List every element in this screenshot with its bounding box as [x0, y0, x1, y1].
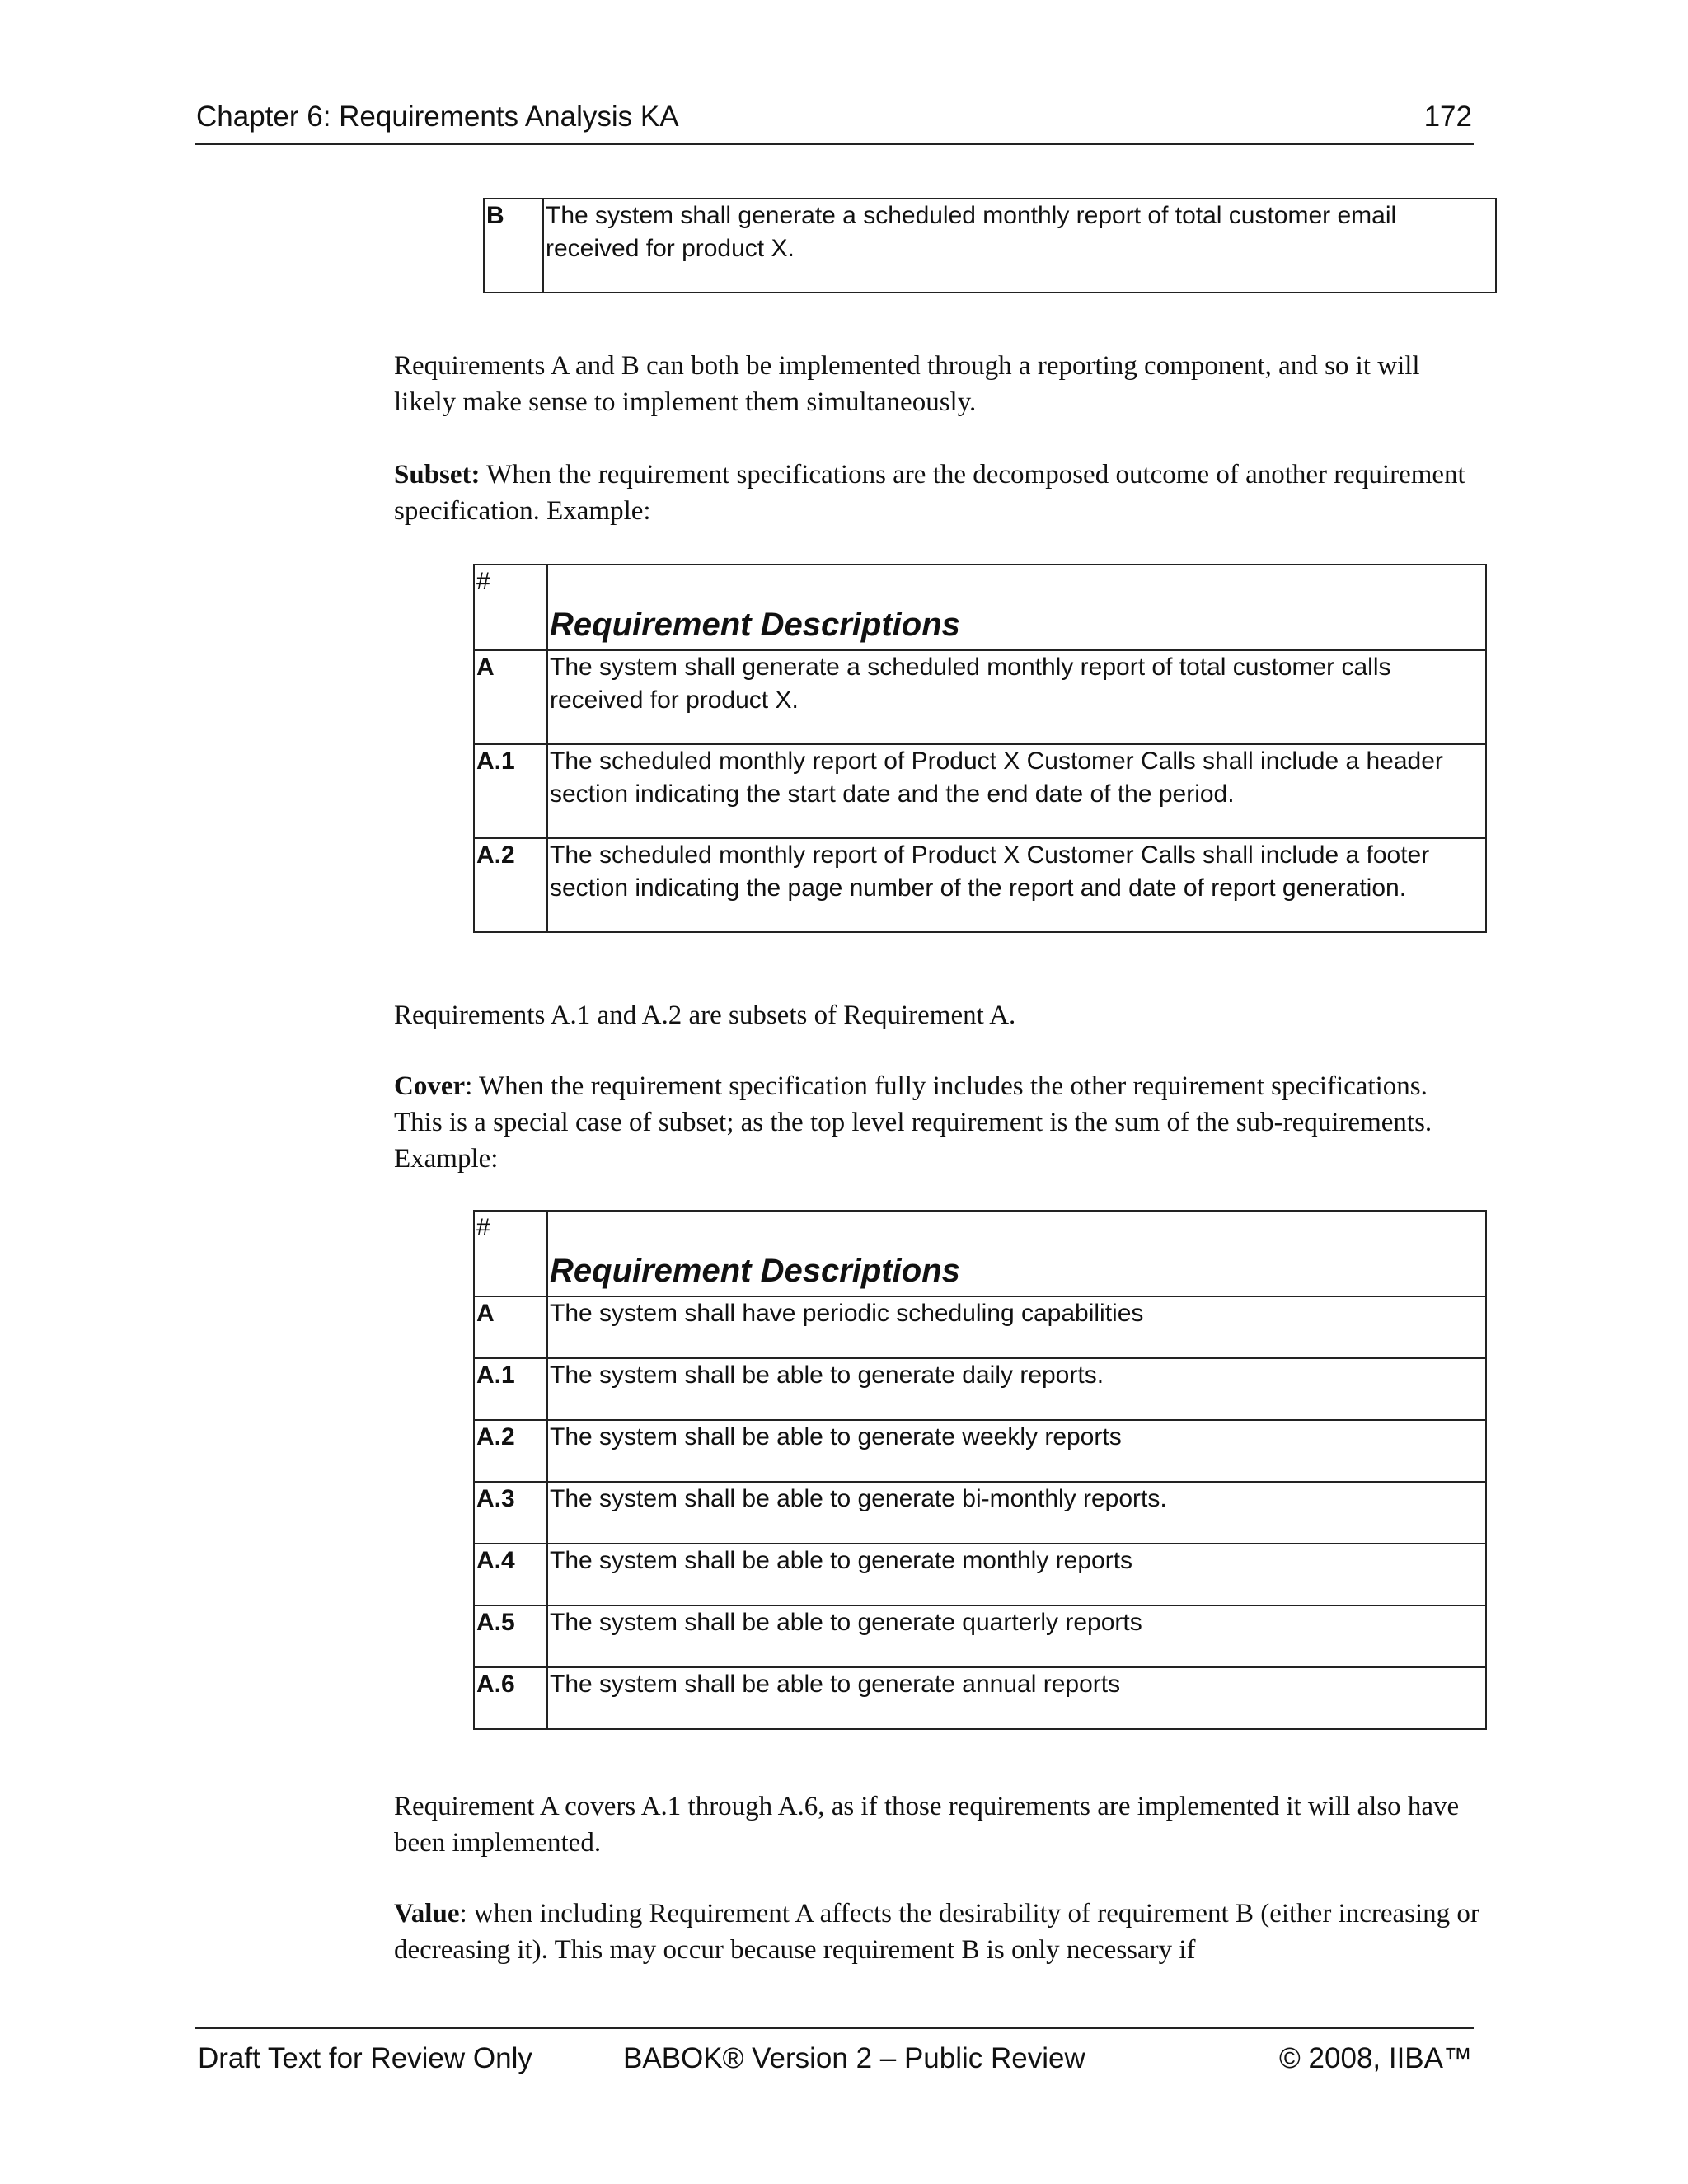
chapter-title: Chapter 6: Requirements Analysis KA [196, 101, 679, 133]
requirement-text: The scheduled monthly report of Product X Customer Calls shall include a footer section indicating the page number of the report and date of report generation. [547, 838, 1486, 932]
table-row [474, 1358, 1486, 1420]
requirement-id: A.4 [474, 1544, 547, 1605]
requirement-id: A.5 [474, 1605, 547, 1667]
subset-requirements-table [473, 564, 1487, 933]
paragraph: Requirements A.1 and A.2 are subsets of Requirement A. [394, 1001, 1016, 1030]
column-hash: # [474, 565, 547, 650]
requirement-id: A.3 [474, 1482, 547, 1544]
paragraph: Requirement A covers A.1 through A.6, as if those requirements are implemented it will also have been implemented. [394, 1792, 1460, 1858]
requirement-text: The system shall generate a scheduled monthly report of total customer email received for product X. [543, 199, 1496, 293]
requirements-table-continued [483, 198, 1497, 293]
table-row [474, 838, 1486, 932]
table-row [484, 199, 1496, 293]
table-header-row [474, 565, 1486, 650]
requirement-text: The system shall generate a scheduled monthly report of total customer calls received for product X. [547, 650, 1486, 744]
requirement-id: A.6 [474, 1667, 547, 1729]
column-requirement-descriptions: Requirement Descriptions [547, 1211, 1486, 1296]
subset-definition [394, 457, 1482, 529]
footer-copyright: © 2008, IIBA™ [1279, 2042, 1472, 2074]
table-row [474, 1420, 1486, 1482]
value-term: Value [394, 1899, 460, 1929]
cover-term: Cover [394, 1071, 466, 1101]
value-definition [394, 1896, 1482, 1968]
page-number: 172 [1423, 101, 1472, 133]
running-header [195, 97, 1474, 145]
table-row [474, 1296, 1486, 1358]
table-row [474, 744, 1486, 838]
requirement-text: The system shall be able to generate bi-monthly reports. [547, 1482, 1486, 1544]
requirement-text: The scheduled monthly report of Product X Customer Calls shall include a header section indicating the start date and the end date of the period. [547, 744, 1486, 838]
table-row [474, 1605, 1486, 1667]
requirement-text: The system shall be able to generate quarterly reports [547, 1605, 1486, 1667]
table-row [474, 1544, 1486, 1605]
requirement-text: The system shall be able to generate weekly reports [547, 1420, 1486, 1482]
requirement-text: The system shall be able to generate monthly reports [547, 1544, 1486, 1605]
cover-requirements-table [473, 1210, 1487, 1730]
requirement-id: A.2 [474, 838, 547, 932]
subset-term: Subset: [394, 460, 481, 490]
table-row [474, 650, 1486, 744]
table-header-row [474, 1211, 1486, 1296]
footer-draft-note: Draft Text for Review Only [198, 2042, 532, 2074]
table-row [474, 1667, 1486, 1729]
requirement-text: The system shall have periodic scheduling capabilities [547, 1296, 1486, 1358]
requirement-id: A.1 [474, 1358, 547, 1420]
table-row [474, 1482, 1486, 1544]
column-requirement-descriptions: Requirement Descriptions [547, 565, 1486, 650]
value-text: : when including Requirement A affects the desirability of requirement B (either increasing or decreasing it). This may occur because requirement B is only necessary if [394, 1899, 1479, 1965]
requirement-id: A.2 [474, 1420, 547, 1482]
column-hash: # [474, 1211, 547, 1296]
requirement-id: A.1 [474, 744, 547, 838]
paragraph: Requirements A and B can both be implemented through a reporting component, and so it will likely make sense to implement them simultaneously. [394, 351, 1420, 417]
footer-version: BABOK® Version 2 – Public Review [623, 2042, 1085, 2074]
requirement-id: A [474, 650, 547, 744]
requirement-text: The system shall be able to generate daily reports. [547, 1358, 1486, 1420]
running-footer [195, 2027, 1474, 2087]
requirement-id: A [474, 1296, 547, 1358]
cover-definition [394, 1068, 1482, 1177]
requirement-id: B [484, 199, 543, 293]
cover-text: : When the requirement specification fully includes the other requirement specifications. This is a special case of subset; as the top level requirement is the sum of the sub-requirements. Example: [394, 1071, 1432, 1174]
requirement-text: The system shall be able to generate annual reports [547, 1667, 1486, 1729]
subset-text: When the requirement specifications are the decomposed outcome of another requirement specification. Example: [394, 460, 1465, 526]
